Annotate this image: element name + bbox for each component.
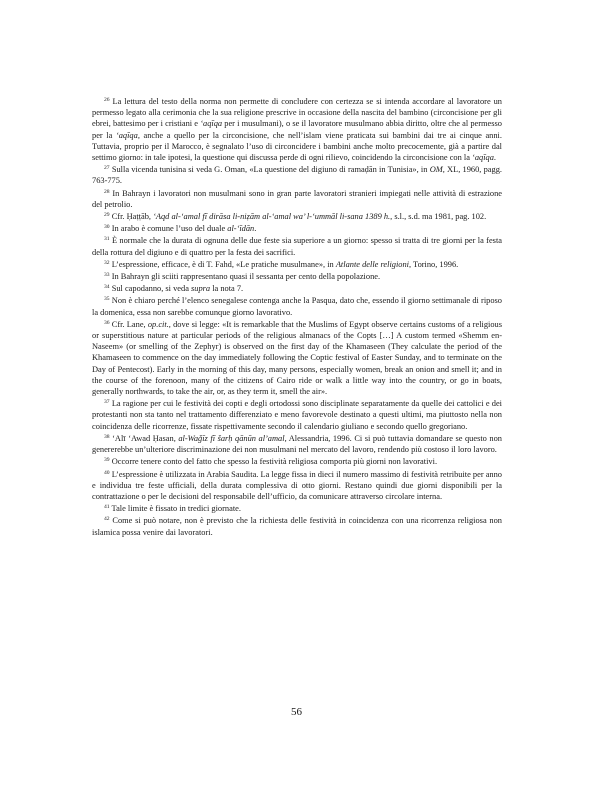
footnote-text: In arabo è comune l’uso del duale al-‘īdān.	[109, 224, 257, 234]
footnote-number: 40	[104, 469, 110, 476]
footnote-27	[92, 164, 502, 186]
footnote-42	[92, 515, 502, 537]
footnote-number: 27	[104, 165, 110, 172]
footnote-text: ‘Alī ‘Awad Ḥasan, al-Waǧīz fī šarḥ qānūn al’amal, Alessandria, 1996. Ci si può tuttavia domandare se questo non genererebbe un’ulteriore discriminazione dei non musulmani nel mercato del lavoro, rendendo più costoso il loro lavoro.	[92, 433, 502, 455]
footnote-31	[92, 235, 502, 257]
footnote-36	[92, 319, 502, 397]
footnote-34	[92, 283, 502, 294]
footnote-text: È normale che la durata di ognuna delle due feste sia superiore a un giorno: spesso si tratta di tre giorni per la festa della rottura del digiuno e di quattro per la festa dei sacrifici.	[92, 236, 502, 257]
footnote-text: In Bahrayn i lavoratori non musulmani sono in gran parte lavoratori stranieri impiegati nelle attività di estrazione del petrolio.	[92, 188, 502, 209]
footnote-text: Occorre tenere conto del fatto che spesso la festività religiosa comporta più giorni non lavorativi.	[109, 457, 438, 467]
footnote-number: 35	[104, 296, 110, 303]
footnote-number: 28	[104, 188, 110, 195]
footnotes-block	[92, 96, 502, 539]
footnote-text: L’espressione è utilizzata in Arabia Saudita. La legge fissa in dieci il numero massimo di festività retribuite per anno e individua tre feste ufficiali, della durata complessiva di otto giorni. Restano quindi due giorni disponibili per la contrattazione o per le decisioni del responsabile dell’ufficio, da comunicare attraverso circolare interna.	[92, 469, 502, 501]
footnote-text: Come si può notare, non è previsto che la richiesta delle festività in coincidenza con una ricorrenza religiosa non islamica possa venire dai lavoratori.	[92, 516, 502, 537]
footnote-41	[92, 503, 502, 514]
footnote-text: La lettura del testo della norma non permette di concludere con certezza se si intenda accordare al lavoratore un permesso legato alla cerimonia che la sua religione prescrive in occasione della nascita del bambino (circoncisione per gli ebrei, battesimo per i cristiani e ‘aqīqa per i musulmani), o se il lavoratore musulmano abbia diritto, oltre che al permesso per la ‘aqīqa, anche a quello per la circoncisione, che nell’islam viene praticata sui bambini dai tre ai cinque anni. Tuttavia, proprio per il Marocco, è segnalato l’uso di circoncidere i bambini anche molto precocemente, già a partire dal settimo giorno: in tale ipotesi, la questione qui discussa perde di ogni rilievo, coincidendo la circoncisione con la ‘aqīqa.	[92, 97, 502, 163]
footnote-40	[92, 469, 502, 503]
footnote-32	[92, 259, 502, 270]
footnote-text: Sulla vicenda tunisina si veda G. Oman, «La questione del digiuno di ramaḍān in Tunisia», in OM, XL, 1960, pagg. 763-775.	[92, 165, 502, 186]
footnote-number: 32	[104, 259, 110, 266]
footnote-number: 30	[104, 224, 110, 231]
footnote-number: 36	[104, 319, 110, 326]
footnote-number: 41	[104, 504, 110, 511]
footnote-text: Non è chiaro perché l’elenco senegalese contenga anche la Pasqua, dato che, essendo il giorno settimanale di riposo la domenica, essa non sarebbe comunque giorno lavorativo.	[92, 296, 502, 317]
footnote-number: 34	[104, 284, 110, 291]
footnote-text: La ragione per cui le festività dei copti e degli ortodossi sono disciplinate separatamente da quelle dei cattolici e dei protestanti non sta tanto nel trattamento differenziato e meno favorevole destinato a questi ultimi, ma piuttosto nella non coincidenza delle ricorrenze, fissate rispettivamente secondo il calendario giuliano e secondo quello gregoriano.	[92, 399, 502, 431]
footnote-number: 33	[104, 272, 110, 279]
footnote-text: In Bahrayn gli sciiti rappresentano quasi il sessanta per cento della popolazione.	[109, 272, 381, 282]
footnote-text: Cfr. Lane, op.cit., dove si legge: «It is remarkable that the Muslims of Egypt observe certains customs of a religious or superstitious nature at particular periods of the religious almanacs of the Copts […] A custom termed «Shemm en-Naseem» (or smelling of the Zephyr) is observed on the first day of the Khamaseen (They calculate the period of the Khamaseen to commence on the day immediately following the Coptic festival of Easter Sunday, and to terminate on the Day of Pentecost). Early in the morning of this day, many persons, especially women, break an onion and smell it; and in the course of the forenoon, many of the citizens of Cairo ride or walk a little way into the country, or go in boats, generally northwards, to take the air, or, as they term it, smell the air».	[92, 319, 502, 397]
footnote-text: Tale limite è fissato in tredici giornate.	[109, 504, 241, 514]
footnote-number: 38	[104, 433, 110, 440]
footnote-number: 29	[104, 212, 110, 219]
footnote-29	[92, 211, 502, 222]
footnote-37	[92, 398, 502, 432]
footnote-number: 42	[104, 516, 110, 523]
footnote-text: L’espressione, efficace, è di T. Fahd, «Le pratiche musulmane», in Atlante delle religioni, Torino, 1996.	[109, 259, 459, 269]
footnote-28	[92, 188, 502, 210]
footnote-35	[92, 295, 502, 317]
footnote-26	[92, 96, 502, 163]
footnote-number: 26	[104, 97, 110, 103]
footnote-text: Sul capodanno, si veda supra la nota 7.	[109, 284, 244, 294]
footnote-33	[92, 271, 502, 282]
footnote-text: Cfr. Ḥaṭṭāb, ‘Aqd al-‘amal fī dirāsa li-niẓām al-‘amal wa’ l-‘ummāl li-sana 1389 h., s.l., s.d. ma 1981, pag. 102.	[109, 212, 487, 222]
footnote-number: 39	[104, 457, 110, 464]
footnote-number: 31	[104, 236, 110, 243]
footnote-38	[92, 433, 502, 455]
page-number: 56	[291, 706, 302, 718]
footnote-30	[92, 223, 502, 234]
footnote-39	[92, 456, 502, 467]
footnote-number: 37	[104, 399, 110, 406]
